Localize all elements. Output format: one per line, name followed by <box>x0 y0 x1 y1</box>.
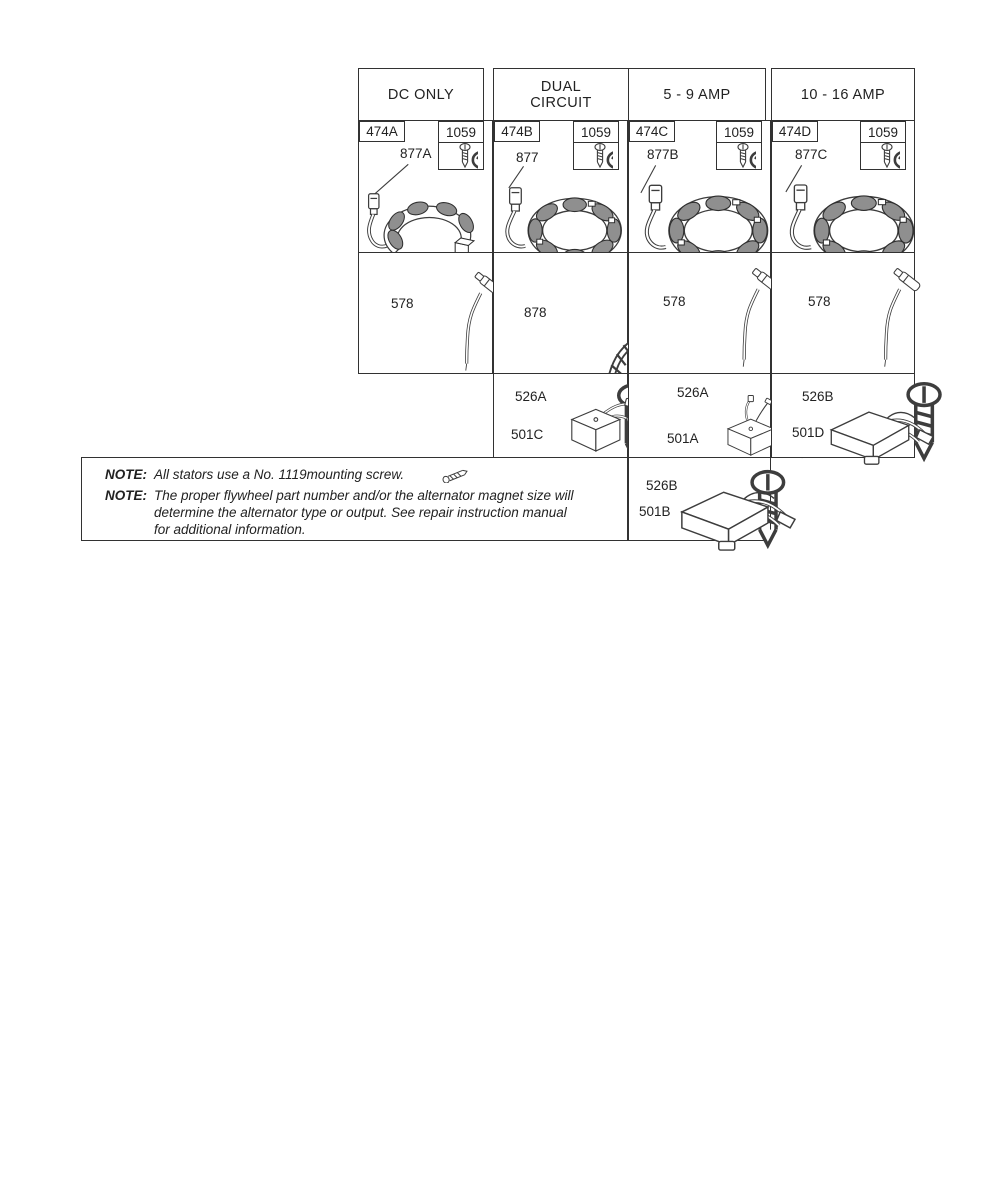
regulator-drawing <box>494 374 627 457</box>
column-header-10-16-amp <box>771 68 915 121</box>
stator-ref-box: 474B <box>494 121 540 142</box>
stator-part-label: 877 <box>516 150 539 165</box>
screw-compartment <box>716 142 762 170</box>
note-label: NOTE: <box>105 488 147 503</box>
harness-wire-drawing <box>494 253 627 373</box>
notes-panel <box>81 457 628 541</box>
screw-ref-box: 1059 <box>716 121 762 143</box>
mounting-screw-icon <box>438 467 470 483</box>
harness-part-label: 578 <box>808 294 831 309</box>
column-header-5-9-amp <box>628 68 766 121</box>
stator-part-label: 877A <box>400 146 432 161</box>
cell-regulator-10-16-amp <box>771 373 915 458</box>
harness-wire-drawing <box>359 253 492 373</box>
note-text-line: for additional information. <box>154 522 306 537</box>
harness-part-label: 878 <box>524 305 547 320</box>
column-header-label: 10 - 16 AMP <box>800 86 886 103</box>
cell-harness-dc-only <box>358 252 493 374</box>
cell-regulator-dual-circuit <box>493 373 628 458</box>
cell-stator-dc-only <box>358 120 493 253</box>
cell-harness-dual-circuit <box>493 252 628 374</box>
harness-wire-drawing <box>772 253 914 373</box>
regulator-drawing <box>629 458 770 540</box>
cell-harness-10-16-amp <box>771 252 915 374</box>
stator-ref-box: 474A <box>359 121 405 142</box>
note-label: NOTE: <box>105 467 147 482</box>
regulator-screw-label: 526A <box>515 389 547 404</box>
note-text-line: determine the alternator type or output. See repair instruction manual <box>154 505 567 520</box>
note-row-1 <box>105 466 470 483</box>
screw-compartment <box>860 142 906 170</box>
column-header-dc-only <box>358 68 484 121</box>
note-row-2 <box>105 487 573 538</box>
regulator-screw-label: 526B <box>646 478 678 493</box>
screw-compartment <box>438 142 484 170</box>
column-header-label: DC ONLY <box>387 86 455 103</box>
regulator-drawing <box>772 374 914 457</box>
cell-regulator-5-9-amp <box>628 373 771 458</box>
column-header-label: 5 - 9 AMP <box>663 86 731 103</box>
regulator-part-label: 501A <box>667 431 699 446</box>
mounting-screw-icon <box>722 143 756 169</box>
stator-part-label: 877B <box>647 147 679 162</box>
column-header-label: DUAL CIRCUIT <box>530 78 592 111</box>
stator-ref-box: 474D <box>772 121 818 142</box>
harness-part-label: 578 <box>391 296 414 311</box>
screw-ref-box: 1059 <box>438 121 484 143</box>
cell-harness-5-9-amp <box>628 252 771 374</box>
harness-wire-drawing <box>629 253 770 373</box>
regulator-screw-label: 526B <box>802 389 834 404</box>
cell-regulator2-5-9-amp <box>628 457 771 541</box>
stator-ref-box: 474C <box>629 121 675 142</box>
regulator-part-label: 501B <box>639 504 671 519</box>
column-header-dual-circuit <box>493 68 629 121</box>
screw-ref-box: 1059 <box>573 121 619 143</box>
mounting-screw-icon <box>866 143 900 169</box>
regulator-part-label: 501D <box>792 425 825 440</box>
mounting-screw-icon <box>579 143 613 169</box>
cell-stator-dual-circuit <box>493 120 628 253</box>
note-text-line: The proper flywheel part number and/or the alternator magnet size will <box>154 488 574 503</box>
cell-stator-10-16-amp <box>771 120 915 253</box>
note-text: All stators use a No. 1119mounting screw. <box>154 467 405 482</box>
mounting-screw-icon <box>444 143 478 169</box>
screw-compartment <box>573 142 619 170</box>
harness-part-label: 578 <box>663 294 686 309</box>
regulator-part-label: 501C <box>511 427 544 442</box>
cell-stator-5-9-amp <box>628 120 771 253</box>
screw-ref-box: 1059 <box>860 121 906 143</box>
stator-part-label: 877C <box>795 147 828 162</box>
regulator-screw-label: 526A <box>677 385 709 400</box>
